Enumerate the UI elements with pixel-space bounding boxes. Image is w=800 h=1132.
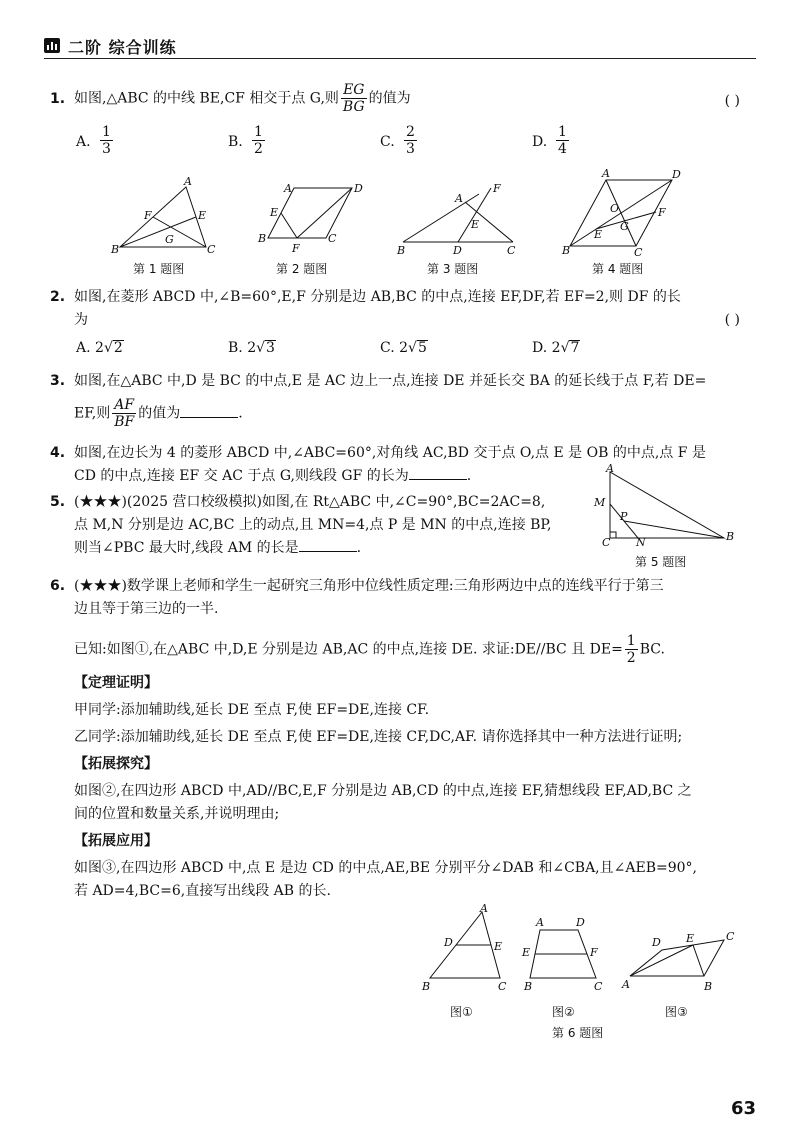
svg-text:D: D bbox=[444, 936, 453, 949]
svg-text:A: A bbox=[480, 904, 488, 915]
svg-text:D: D bbox=[576, 916, 585, 929]
svg-text:E: E bbox=[522, 946, 531, 959]
figure-6-3 bbox=[620, 928, 750, 996]
figure-5-diagram bbox=[590, 462, 740, 546]
svg-text:M: M bbox=[594, 496, 606, 509]
figure-6-1-diagram bbox=[420, 904, 510, 996]
question-text-line2: 点 M,N 分别是边 AC,BC 上的动点,且 MN=4,点 P 是 MN 的中点,连接 BP, bbox=[74, 517, 552, 533]
option-a[interactable]: A. 2√2 bbox=[76, 340, 123, 356]
answer-bracket: ( ) bbox=[724, 312, 740, 328]
figure-3-caption: 第 3 题图 bbox=[427, 262, 479, 276]
question-number: 3. bbox=[50, 373, 66, 389]
q1-options: A. $\frac{1}{3}$ B. $\frac{1}{2}$ C. $\frac{2}{3}$ D. $\frac{1}{4}$ bbox=[76, 124, 567, 157]
question-1 bbox=[50, 82, 740, 115]
svg-text:C: C bbox=[726, 930, 735, 943]
svg-text:E: E bbox=[270, 206, 279, 219]
question-number: 5. bbox=[50, 494, 66, 510]
svg-text:A: A bbox=[606, 462, 614, 475]
figure-2 bbox=[256, 180, 366, 256]
answer-blank[interactable] bbox=[180, 403, 238, 418]
question-text: 如图,△ABC 的中线 BE,CF 相交于点 G,则 bbox=[74, 90, 339, 107]
svg-text:G: G bbox=[165, 233, 174, 246]
figure-6-2-diagram bbox=[520, 916, 610, 996]
figure-1-diagram bbox=[110, 175, 220, 255]
svg-text:A: A bbox=[622, 978, 630, 991]
figure-5 bbox=[590, 462, 740, 546]
svg-text:C: C bbox=[328, 232, 337, 245]
student-jia: 甲同学:添加辅助线,延长 DE 至点 F,使 EF=DE,连接 CF. bbox=[74, 702, 430, 718]
svg-text:E: E bbox=[494, 940, 503, 953]
svg-text:B: B bbox=[397, 244, 406, 256]
question-number: 6. bbox=[50, 578, 66, 594]
svg-text:E: E bbox=[686, 932, 695, 945]
apply-text-1: 如图③,在四边形 ABCD 中,点 E 是边 CD 的中点,AE,BE 分别平分∠DAB 和∠CBA,且∠AEB=90°, bbox=[74, 860, 697, 876]
question-5 bbox=[50, 491, 605, 560]
question-text-line2: CD 的中点,连接 EF 交 AC 于点 G,则线段 GF 的长为 . bbox=[50, 465, 740, 488]
fraction: $\frac{EG}{BG}$ bbox=[342, 82, 365, 115]
answer-blank[interactable] bbox=[299, 537, 357, 552]
figure-1 bbox=[110, 175, 220, 255]
figure-6-3-diagram bbox=[620, 928, 750, 996]
figure-6-group-caption: 第 6 题图 bbox=[552, 1026, 604, 1040]
svg-text:B: B bbox=[524, 980, 533, 993]
figure-2-caption: 第 2 题图 bbox=[276, 262, 328, 276]
option-d[interactable]: D. 2√7 bbox=[532, 340, 580, 356]
question-text: 如图,在边长为 4 的菱形 ABCD 中,∠ABC=60°,对角线 AC,BD 交于点 O,点 E 是 OB 的中点,点 F 是 bbox=[74, 445, 706, 461]
question-number: 2. bbox=[50, 289, 66, 305]
given-statement: 已知:如图①,在△ABC 中,D,E 分别是边 AB,AC 的中点,连接 DE. 求证:DE//BC 且 DE= $\frac{1}{2}$ BC. bbox=[74, 633, 665, 666]
student-yi: 乙同学:添加辅助线,延长 DE 至点 F,使 EF=DE,连接 CF,DC,AF. 请你选择其中一种方法进行证明; bbox=[74, 729, 683, 745]
option-b[interactable]: B. 2√3 bbox=[228, 340, 275, 356]
svg-text:B: B bbox=[726, 530, 735, 543]
figure-6-3-caption: 图③ bbox=[665, 1005, 688, 1019]
svg-text:C: C bbox=[602, 536, 611, 546]
svg-text:A: A bbox=[602, 167, 610, 180]
svg-text:E: E bbox=[594, 228, 603, 241]
section-apply: 【拓展应用】 bbox=[74, 833, 158, 849]
figure-6-1 bbox=[420, 904, 510, 996]
svg-text:F: F bbox=[292, 242, 300, 255]
figure-4-diagram bbox=[560, 166, 690, 258]
svg-text:A: A bbox=[455, 192, 463, 205]
figure-6-2-caption: 图② bbox=[552, 1005, 575, 1019]
figure-3 bbox=[395, 180, 525, 256]
question-text: 如图,在△ABC 中,D 是 BC 的中点,E 是 AC 边上一点,连接 DE 并延长交 BA 的延长线于点 F,若 DE= bbox=[74, 373, 707, 389]
figure-4 bbox=[560, 166, 690, 258]
svg-text:B: B bbox=[562, 244, 571, 257]
apply-text-2: 若 AD=4,BC=6,直接写出线段 AB 的长. bbox=[74, 883, 331, 899]
question-6 bbox=[50, 575, 740, 903]
extend-text-2: 间的位置和数量关系,并说明理由; bbox=[74, 806, 280, 822]
svg-text:F: F bbox=[658, 206, 666, 219]
svg-text:B: B bbox=[422, 980, 431, 993]
svg-text:B: B bbox=[704, 980, 713, 993]
svg-text:O: O bbox=[610, 202, 620, 215]
svg-text:P: P bbox=[620, 510, 628, 523]
question-text-line2: 为 bbox=[74, 312, 88, 328]
page-header bbox=[44, 34, 756, 59]
svg-text:F: F bbox=[590, 946, 598, 959]
svg-text:C: C bbox=[594, 980, 603, 993]
section-proof: 【定理证明】 bbox=[74, 675, 158, 691]
answer-blank[interactable] bbox=[409, 465, 467, 480]
question-text-line2: EF,则 $\frac{AF}{BF}$ 的值为 . bbox=[74, 397, 243, 430]
figure-6-1-caption: 图① bbox=[450, 1005, 473, 1019]
question-number: 4. bbox=[50, 445, 66, 461]
svg-text:N: N bbox=[636, 536, 646, 546]
q2-options bbox=[76, 340, 676, 364]
option-c[interactable]: C. 2√5 bbox=[380, 340, 427, 356]
svg-text:E: E bbox=[471, 218, 480, 231]
svg-text:C: C bbox=[634, 246, 643, 258]
bar-chart-icon bbox=[44, 38, 60, 53]
figure-2-diagram bbox=[256, 180, 366, 256]
question-text: 如图,在菱形 ABCD 中,∠B=60°,E,F 分别是边 AB,BC 的中点,连接 EF,DF,若 EF=2,则 DF 的长 bbox=[74, 289, 681, 305]
svg-text:C: C bbox=[207, 243, 216, 255]
svg-text:D: D bbox=[652, 936, 661, 949]
question-text-line3: 则当∠PBC 最大时,线段 AM 的长是 . bbox=[50, 537, 605, 560]
svg-text:B: B bbox=[111, 243, 120, 255]
question-3 bbox=[50, 370, 740, 430]
svg-text:F: F bbox=[493, 182, 501, 195]
svg-text:D: D bbox=[354, 182, 363, 195]
svg-text:B: B bbox=[258, 232, 267, 245]
question-2 bbox=[50, 286, 740, 332]
svg-text:D: D bbox=[672, 168, 681, 181]
page-number: 63 bbox=[730, 1098, 756, 1119]
svg-text:C: C bbox=[507, 244, 516, 256]
question-number: 1. bbox=[50, 90, 66, 107]
section-extend: 【拓展探究】 bbox=[74, 756, 158, 772]
answer-bracket: ( ) bbox=[724, 93, 740, 109]
question-text: (★★★)数学课上老师和学生一起研究三角形中位线性质定理:三角形两边中点的连线平行于第三 bbox=[74, 578, 664, 594]
question-text-end: 的值为 bbox=[368, 90, 411, 107]
section-title: 二阶 综合训练 bbox=[68, 38, 177, 57]
figure-3-diagram bbox=[395, 180, 525, 256]
figure-5-caption: 第 5 题图 bbox=[635, 555, 687, 569]
svg-text:A: A bbox=[184, 175, 192, 188]
svg-text:G: G bbox=[620, 220, 629, 233]
figure-6-2 bbox=[520, 916, 610, 996]
figure-1-caption: 第 1 题图 bbox=[133, 262, 185, 276]
extend-text-1: 如图②,在四边形 ABCD 中,AD//BC,E,F 分别是边 AB,CD 的中点,连接 EF,猜想线段 EF,AD,BC 之 bbox=[74, 783, 692, 799]
question-text-line2: 边且等于第三边的一半. bbox=[74, 601, 219, 617]
svg-text:A: A bbox=[284, 182, 292, 195]
svg-text:E: E bbox=[198, 209, 207, 222]
svg-text:D: D bbox=[453, 244, 462, 256]
svg-text:A: A bbox=[536, 916, 544, 929]
svg-text:C: C bbox=[498, 980, 507, 993]
svg-text:F: F bbox=[144, 209, 152, 222]
figure-4-caption: 第 4 题图 bbox=[592, 262, 644, 276]
question-text: (★★★)(2025 营口校级模拟)如图,在 Rt△ABC 中,∠C=90°,BC=2AC=8, bbox=[74, 494, 546, 510]
